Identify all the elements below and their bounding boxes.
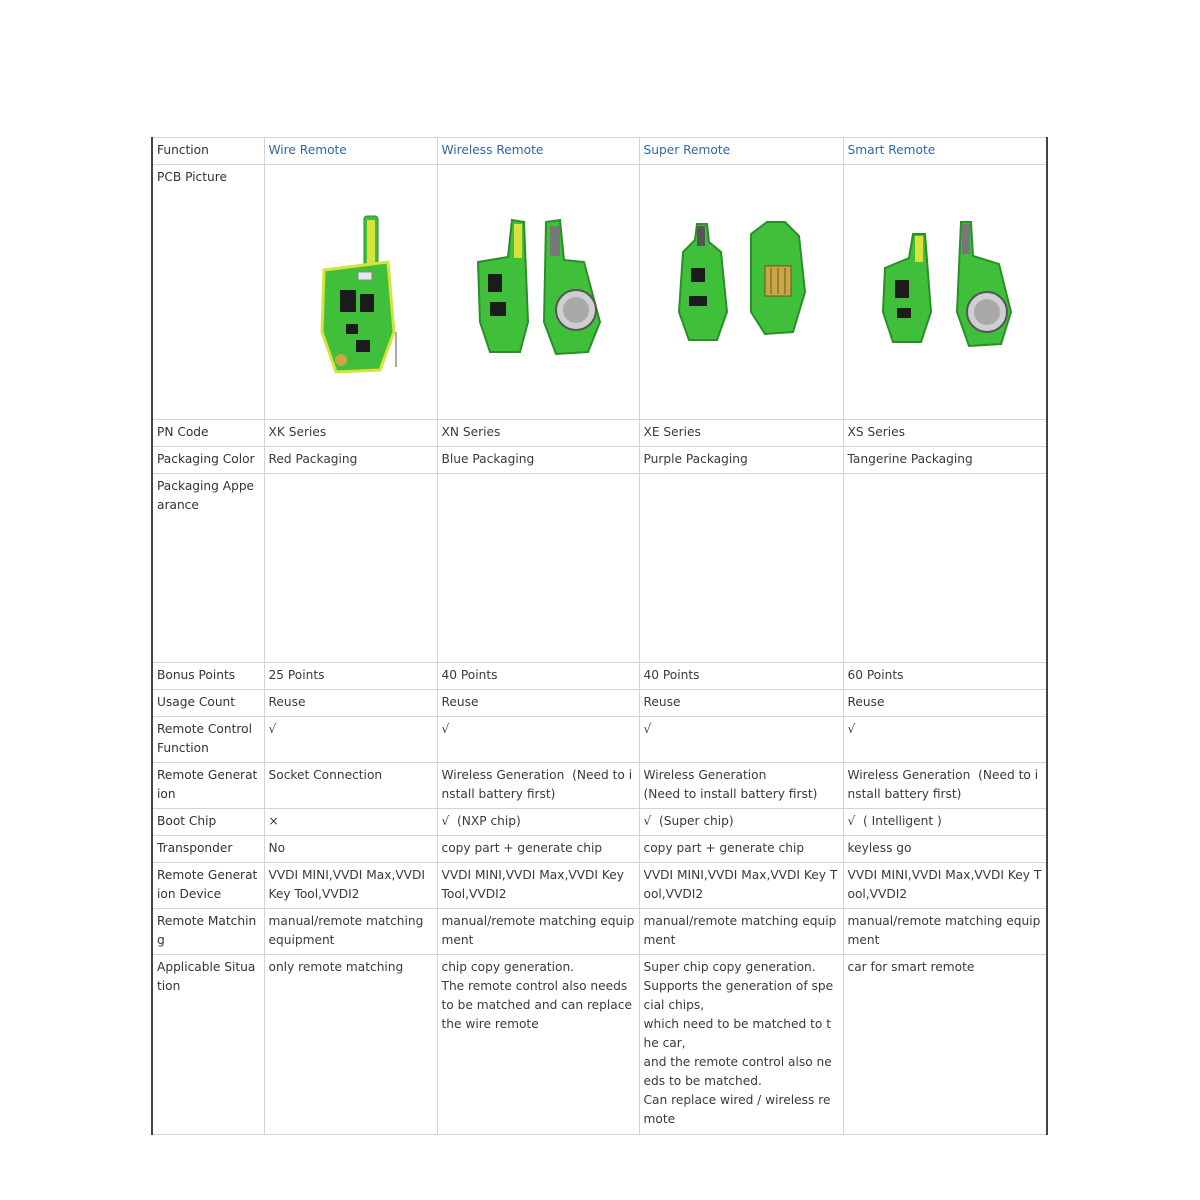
label-pcb-picture: PCB Picture (152, 165, 264, 420)
label-bonus-points: Bonus Points (152, 663, 264, 690)
cell-packaging-color-wire: Red Packaging (264, 447, 437, 474)
label-pn-code: PN Code (152, 420, 264, 447)
label-applicable-situation: Applicable Situation (152, 955, 264, 1135)
cell-pcb-smart (843, 165, 1047, 420)
cell-remote-generation-device-wireless: VVDI MINI,VVDI Max,VVDI Key Tool,VVDI2 (437, 863, 639, 909)
cell-remote-generation-device-smart: VVDI MINI,VVDI Max,VVDI Key Tool,VVDI2 (843, 863, 1047, 909)
cell-remote-generation-device-wire: VVDI MINI,VVDI Max,VVDI Key Tool,VVDI2 (264, 863, 437, 909)
header-wireless-remote[interactable]: Wireless Remote (437, 138, 639, 165)
label-remote-generation: Remote Generation (152, 763, 264, 809)
wire-remote-pcb-image (296, 212, 406, 377)
cell-pcb-wire (264, 165, 437, 420)
label-packaging-color: Packaging Color (152, 447, 264, 474)
cell-applicable-situation-smart: car for smart remote (843, 955, 1047, 1135)
cell-packaging-color-super: Purple Packaging (639, 447, 843, 474)
cell-packaging-color-wireless: Blue Packaging (437, 447, 639, 474)
row-usage-count (152, 690, 1047, 717)
wireless-remote-pcb-image (468, 212, 608, 357)
header-super-remote[interactable]: Super Remote (639, 138, 843, 165)
cell-bonus-points-smart: 60 Points (843, 663, 1047, 690)
cell-remote-matching-wire: manual/remote matching equipment (264, 909, 437, 955)
cell-boot-chip-wireless: √ (NXP chip) (437, 809, 639, 836)
row-packaging-appearance (152, 474, 1047, 663)
cell-bonus-points-wireless: 40 Points (437, 663, 639, 690)
cell-packaging-color-smart: Tangerine Packaging (843, 447, 1047, 474)
cell-remote-control-function-super: √ (639, 717, 843, 763)
cell-remote-matching-wireless: manual/remote matching equipment (437, 909, 639, 955)
row-transponder (152, 836, 1047, 863)
cell-pn-code-smart: XS Series (843, 420, 1047, 447)
cell-packaging-appearance-wire (264, 474, 437, 663)
label-boot-chip: Boot Chip (152, 809, 264, 836)
cell-remote-control-function-smart: √ (843, 717, 1047, 763)
row-remote-matching (152, 909, 1047, 955)
cell-transponder-smart: keyless go (843, 836, 1047, 863)
cell-remote-generation-wire: Socket Connection (264, 763, 437, 809)
header-wire-remote[interactable]: Wire Remote (264, 138, 437, 165)
cell-applicable-situation-wire: only remote matching (264, 955, 437, 1135)
label-remote-matching: Remote Matching (152, 909, 264, 955)
cell-boot-chip-super: √ (Super chip) (639, 809, 843, 836)
cell-pn-code-wireless: XN Series (437, 420, 639, 447)
cell-bonus-points-super: 40 Points (639, 663, 843, 690)
comparison-table (151, 137, 1048, 1135)
row-remote-generation-device (152, 863, 1047, 909)
cell-remote-generation-smart: Wireless Generation (Need to install battery first) (843, 763, 1047, 809)
cell-bonus-points-wire: 25 Points (264, 663, 437, 690)
cell-packaging-appearance-wireless (437, 474, 639, 663)
cell-remote-matching-smart: manual/remote matching equipment (843, 909, 1047, 955)
row-remote-control-function (152, 717, 1047, 763)
cell-pn-code-super: XE Series (639, 420, 843, 447)
cell-packaging-appearance-super (639, 474, 843, 663)
cell-usage-count-super: Reuse (639, 690, 843, 717)
label-packaging-appearance: Packaging Appearance (152, 474, 264, 663)
label-usage-count: Usage Count (152, 690, 264, 717)
cell-applicable-situation-super: Super chip copy generation. Supports the generation of special chips, which need to be matched to the car, and the remote control also needs to be matched. Can replace wired / wireless remote (639, 955, 843, 1135)
row-pn-code (152, 420, 1047, 447)
cell-transponder-wire: No (264, 836, 437, 863)
cell-applicable-situation-wireless: chip copy generation. The remote control also needs to be matched and can replace the wire remote (437, 955, 639, 1135)
smart-remote-pcb-image (875, 212, 1015, 357)
cell-packaging-appearance-smart (843, 474, 1047, 663)
cell-remote-control-function-wireless: √ (437, 717, 639, 763)
row-packaging-color (152, 447, 1047, 474)
row-bonus-points (152, 663, 1047, 690)
cell-pcb-wireless (437, 165, 639, 420)
cell-pn-code-wire: XK Series (264, 420, 437, 447)
row-boot-chip (152, 809, 1047, 836)
header-smart-remote[interactable]: Smart Remote (843, 138, 1047, 165)
cell-boot-chip-wire: × (264, 809, 437, 836)
label-remote-control-function: Remote Control Function (152, 717, 264, 763)
row-applicable-situation (152, 955, 1047, 1135)
row-pcb-picture (152, 165, 1047, 420)
cell-remote-control-function-wire: √ (264, 717, 437, 763)
header-row (152, 138, 1047, 165)
cell-transponder-super: copy part + generate chip (639, 836, 843, 863)
cell-usage-count-smart: Reuse (843, 690, 1047, 717)
cell-remote-generation-device-super: VVDI MINI,VVDI Max,VVDI Key Tool,VVDI2 (639, 863, 843, 909)
header-function: Function (152, 138, 264, 165)
row-remote-generation (152, 763, 1047, 809)
label-remote-generation-device: Remote Generation Device (152, 863, 264, 909)
cell-usage-count-wireless: Reuse (437, 690, 639, 717)
cell-boot-chip-smart: √ ( Intelligent ) (843, 809, 1047, 836)
cell-usage-count-wire: Reuse (264, 690, 437, 717)
cell-remote-generation-super: Wireless Generation (Need to install battery first) (639, 763, 843, 809)
super-remote-pcb-image (671, 212, 811, 347)
cell-remote-matching-super: manual/remote matching equipment (639, 909, 843, 955)
cell-remote-generation-wireless: Wireless Generation (Need to install battery first) (437, 763, 639, 809)
cell-pcb-super (639, 165, 843, 420)
label-transponder: Transponder (152, 836, 264, 863)
cell-transponder-wireless: copy part + generate chip (437, 836, 639, 863)
